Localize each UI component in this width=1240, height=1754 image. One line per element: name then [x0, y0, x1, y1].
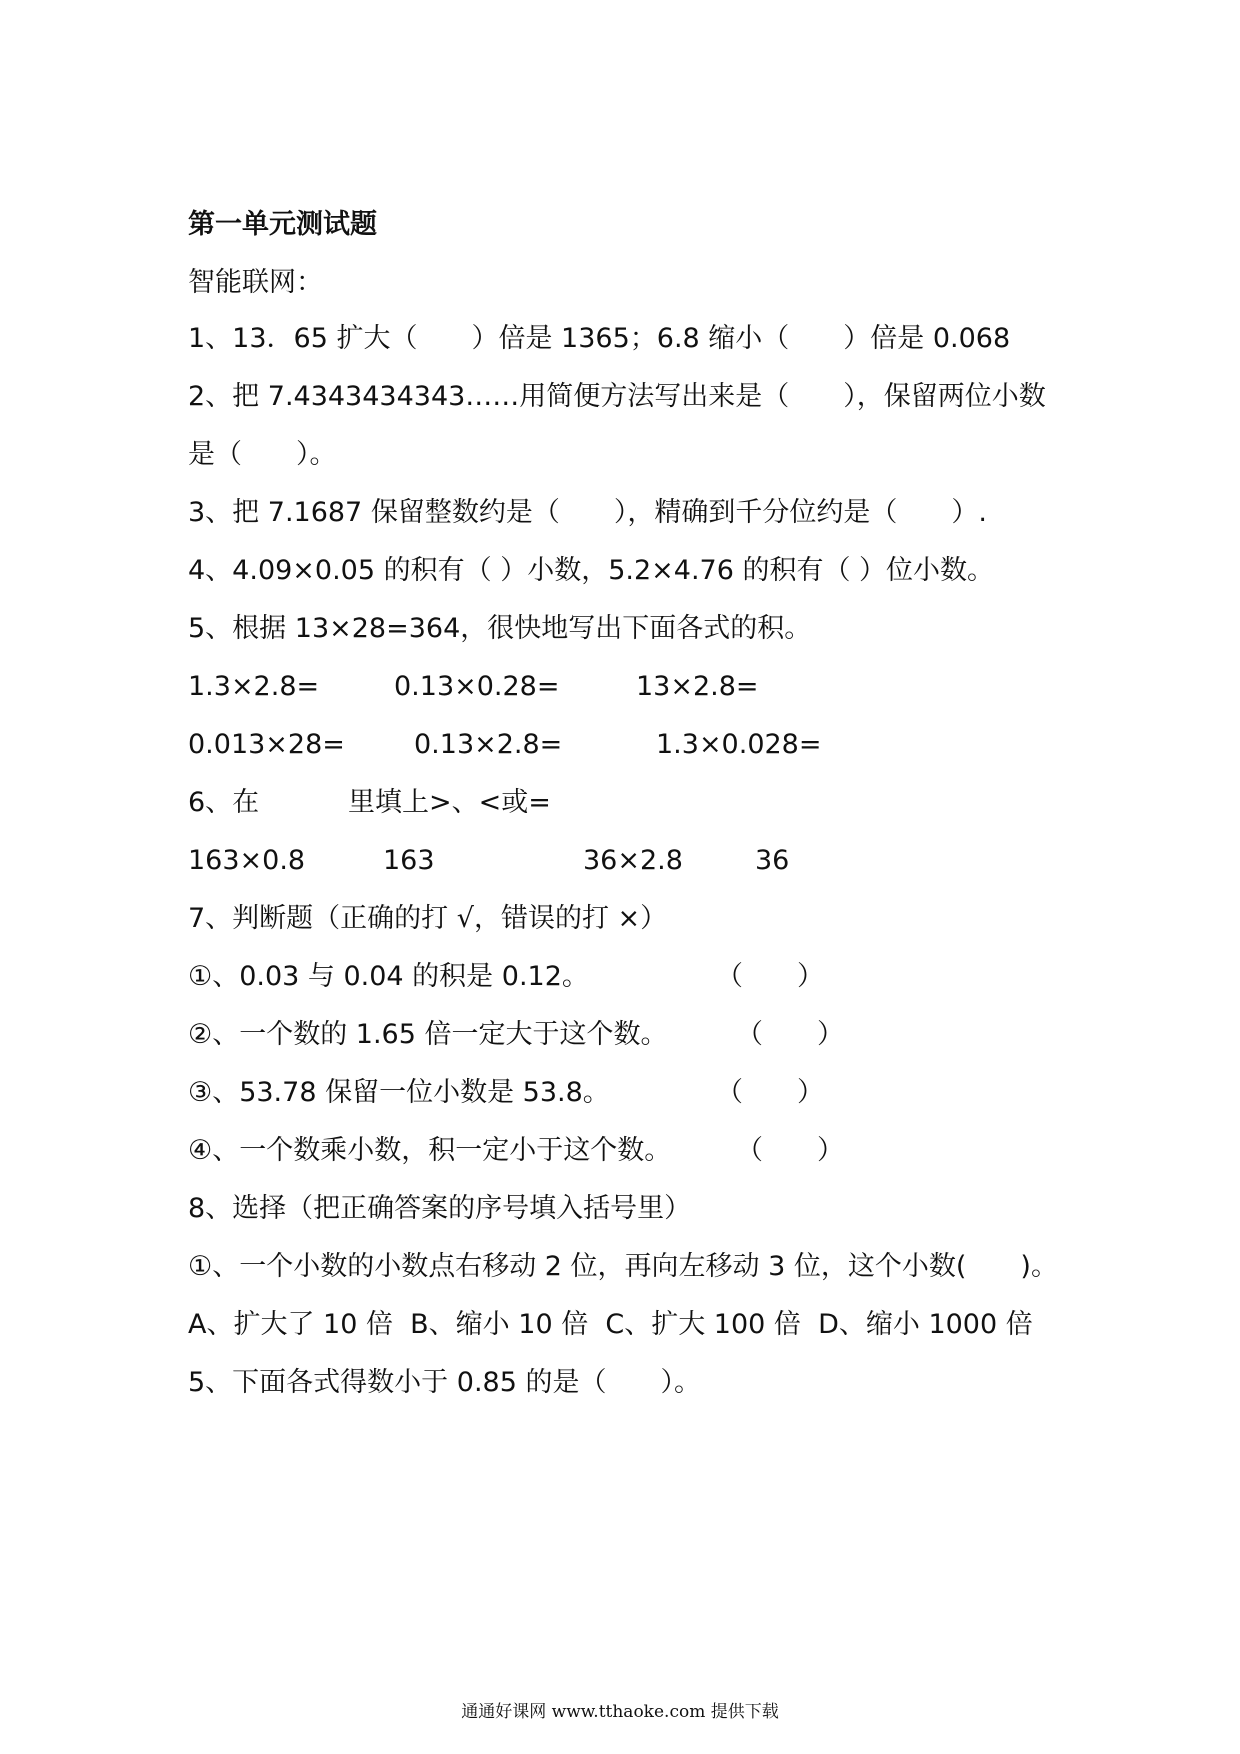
choice-item-1: ①、一个小数的小数点右移动 2 位，再向左移动 3 位，这个小数( )。 [188, 1251, 1058, 1282]
expression: 0.013×28= [188, 729, 345, 760]
question-6 [188, 783, 1188, 823]
question-9: 5、下面各式得数小于 0.85 的是（ ）。 [188, 1367, 701, 1398]
judge-text: ④、一个数乘小数，积一定小于这个数。 [188, 1135, 672, 1166]
expression: 0.13×2.8= [414, 729, 563, 760]
judge-item-4 [188, 1131, 1188, 1171]
q5-expression-row-2 [188, 725, 1188, 765]
q6-comparison-row [188, 841, 1188, 881]
expression: 1.3×0.028= [656, 729, 822, 760]
comparison-left-2: 36×2.8 [583, 845, 683, 876]
answer-blank: （ ） [716, 1077, 824, 1108]
expression: 1.3×2.8= [188, 671, 320, 702]
judge-item-1 [188, 957, 1188, 997]
judge-text: ②、一个数的 1.65 倍一定大于这个数。 [188, 1019, 668, 1050]
answer-blank: （ ） [736, 1019, 844, 1050]
comparison-left-1: 163×0.8 [188, 845, 306, 876]
q5-expression-row-1 [188, 667, 1188, 707]
page-title: 第一单元测试题 [188, 209, 377, 240]
question-3: 3、把 7.1687 保留整数约是（ ），精确到千分位约是（ ）. [188, 497, 987, 528]
judge-item-2 [188, 1015, 1188, 1055]
question-7: 7、判断题（正确的打 √，错误的打 ×） [188, 903, 668, 934]
question-1: 1、13．65 扩大（ ）倍是 1365；6.8 缩小（ ）倍是 0.068 [188, 323, 1011, 354]
answer-blank: （ ） [736, 1135, 844, 1166]
judge-text: ①、0.03 与 0.04 的积是 0.12。 [188, 961, 589, 992]
judge-text: ③、53.78 保留一位小数是 53.8。 [188, 1077, 610, 1108]
comparison-right-1: 163 [383, 845, 435, 876]
comparison-right-2: 36 [755, 845, 790, 876]
question-6-suffix: 里填上>、<或= [348, 787, 551, 818]
section-heading: 智能联网： [188, 267, 323, 298]
judge-item-3 [188, 1073, 1188, 1113]
question-4: 4、4.09×0.05 的积有（ ）小数，5.2×4.76 的积有（ ）位小数。 [188, 555, 995, 586]
expression: 0.13×0.28= [394, 671, 560, 702]
question-5: 5、根据 13×28=364，很快地写出下面各式的积。 [188, 613, 812, 644]
question-2-line2: 是（ ）。 [188, 439, 337, 470]
question-6-prefix: 6、在 [188, 787, 260, 818]
expression: 13×2.8= [636, 671, 759, 702]
question-2-line1: 2、把 7.4343434343……用简便方法写出来是（ ），保留两位小数 [188, 381, 1046, 412]
choice-options: A、扩大了 10 倍 B、缩小 10 倍 C、扩大 100 倍 D、缩小 1000 倍 [188, 1309, 1033, 1340]
question-8: 8、选择（把正确答案的序号填入括号里） [188, 1193, 692, 1224]
answer-blank: （ ） [716, 961, 824, 992]
footer-credit: 通通好课网 www.tthaoke.com 提供下载 [461, 1702, 779, 1722]
